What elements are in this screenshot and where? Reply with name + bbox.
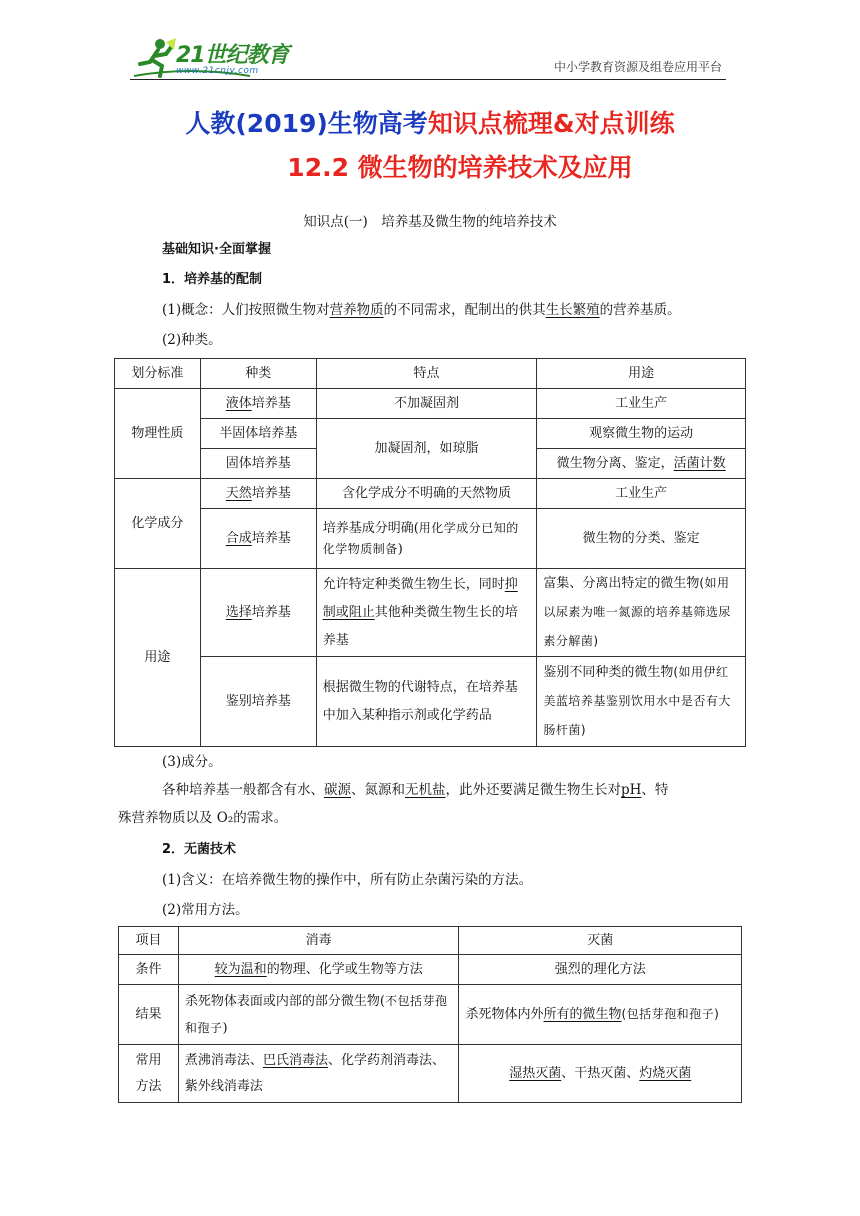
kinds-label: (2)种类。 [162, 332, 222, 348]
heading-1: 1．培养基的配制 [162, 272, 263, 287]
table-cell: 微生物分离、鉴定，活菌计数 [537, 449, 746, 479]
heading-2: 2．无菌技术 [162, 842, 237, 857]
concept-paragraph: (1)概念：人们按照微生物对营养物质的不同需求，配制出的供其生长繁殖的营养基质。 [162, 302, 681, 318]
table-cell: 含化学成分不明确的天然物质 [316, 479, 537, 509]
table-cell: 条件 [119, 955, 179, 985]
group-cell: 物理性质 [115, 389, 201, 479]
title-part-blue: 人教(2019)生物高考 [185, 109, 428, 138]
table-header: 项目 [119, 927, 179, 955]
table-cell: 观察微生物的运动 [537, 419, 746, 449]
table-cell: 培养基成分明确(用化学成分已知的化学物质制备) [316, 509, 537, 569]
subsection-heading: 基础知识·全面掌握 [162, 242, 271, 257]
table-header: 特点 [316, 359, 537, 389]
table-cell: 允许特定种类微生物生长，同时抑制或阻止其他种类微生物生长的培养基 [316, 569, 537, 657]
table-header: 种类 [200, 359, 316, 389]
title-part-red: 知识点梳理&对点训练 [427, 109, 675, 138]
table-cell: 强烈的理化方法 [459, 955, 742, 985]
table-cell: 选择培养基 [200, 569, 316, 657]
table-cell: 较为温和的物理、化学或生物等方法 [178, 955, 459, 985]
group-cell: 化学成分 [115, 479, 201, 569]
page-header [130, 36, 726, 82]
table-header: 划分标准 [115, 359, 201, 389]
table-cell: 常用 方法 [119, 1045, 179, 1103]
table-cell: 杀死物体表面或内部的部分微生物(不包括芽孢和孢子) [178, 985, 459, 1045]
table-cell: 煮沸消毒法、巴氏消毒法、化学药剂消毒法、紫外线消毒法 [178, 1045, 459, 1103]
document-title [0, 104, 860, 140]
composition-paragraph-cont: 殊营养物质以及 O₂的需求。 [118, 810, 288, 826]
sterile-technique-table [118, 926, 742, 1103]
table-cell: 固体培养基 [200, 449, 316, 479]
table-cell: 杀死物体内外所有的微生物(包括芽孢和孢子) [459, 985, 742, 1045]
table-header: 消毒 [178, 927, 459, 955]
table-cell: 加凝固剂，如琼脂 [316, 419, 537, 479]
table-cell: 不加凝固剂 [316, 389, 537, 419]
table-cell: 鉴别培养基 [200, 657, 316, 747]
table-cell: 天然培养基 [200, 479, 316, 509]
document-subtitle: 12.2 微生物的培养技术及应用 [287, 153, 633, 182]
table-cell: 湿热灭菌、干热灭菌、灼烧灭菌 [459, 1045, 742, 1103]
composition-paragraph: 各种培养基一般都含有水、碳源、氮源和无机盐，此外还要满足微生物生长对pH、特 [162, 782, 669, 798]
logo-text: 21世纪教育 [176, 43, 289, 68]
table-cell: 结果 [119, 985, 179, 1045]
logo-url: www.21cnjy.com [176, 66, 259, 76]
table-cell: 鉴别不同种类的微生物(如用伊红美蓝培养基鉴别饮用水中是否有大肠杆菌) [537, 657, 746, 747]
composition-label: (3)成分。 [162, 754, 222, 770]
section-heading: 知识点(一) 培养基及微生物的纯培养技术 [303, 214, 557, 230]
table-cell: 工业生产 [537, 479, 746, 509]
header-platform-text: 中小学教育资源及组卷应用平台 [553, 60, 722, 74]
table-cell: 富集、分离出特定的微生物(如用以尿素为唯一氮源的培养基筛选尿素分解菌) [537, 569, 746, 657]
header-divider [130, 79, 726, 80]
methods-label: (2)常用方法。 [162, 902, 249, 918]
table-cell: 工业生产 [537, 389, 746, 419]
group-cell: 用途 [115, 569, 201, 747]
medium-types-table [114, 358, 746, 747]
table-header: 用途 [537, 359, 746, 389]
table-cell: 液体培养基 [200, 389, 316, 419]
table-cell: 半固体培养基 [200, 419, 316, 449]
table-cell: 合成培养基 [200, 509, 316, 569]
meaning-paragraph: (1)含义：在培养微生物的操作中，所有防止杂菌污染的方法。 [162, 872, 533, 888]
table-header: 灭菌 [459, 927, 742, 955]
table-cell: 根据微生物的代谢特点，在培养基中加入某种指示剂或化学药品 [316, 657, 537, 747]
table-cell: 微生物的分类、鉴定 [537, 509, 746, 569]
